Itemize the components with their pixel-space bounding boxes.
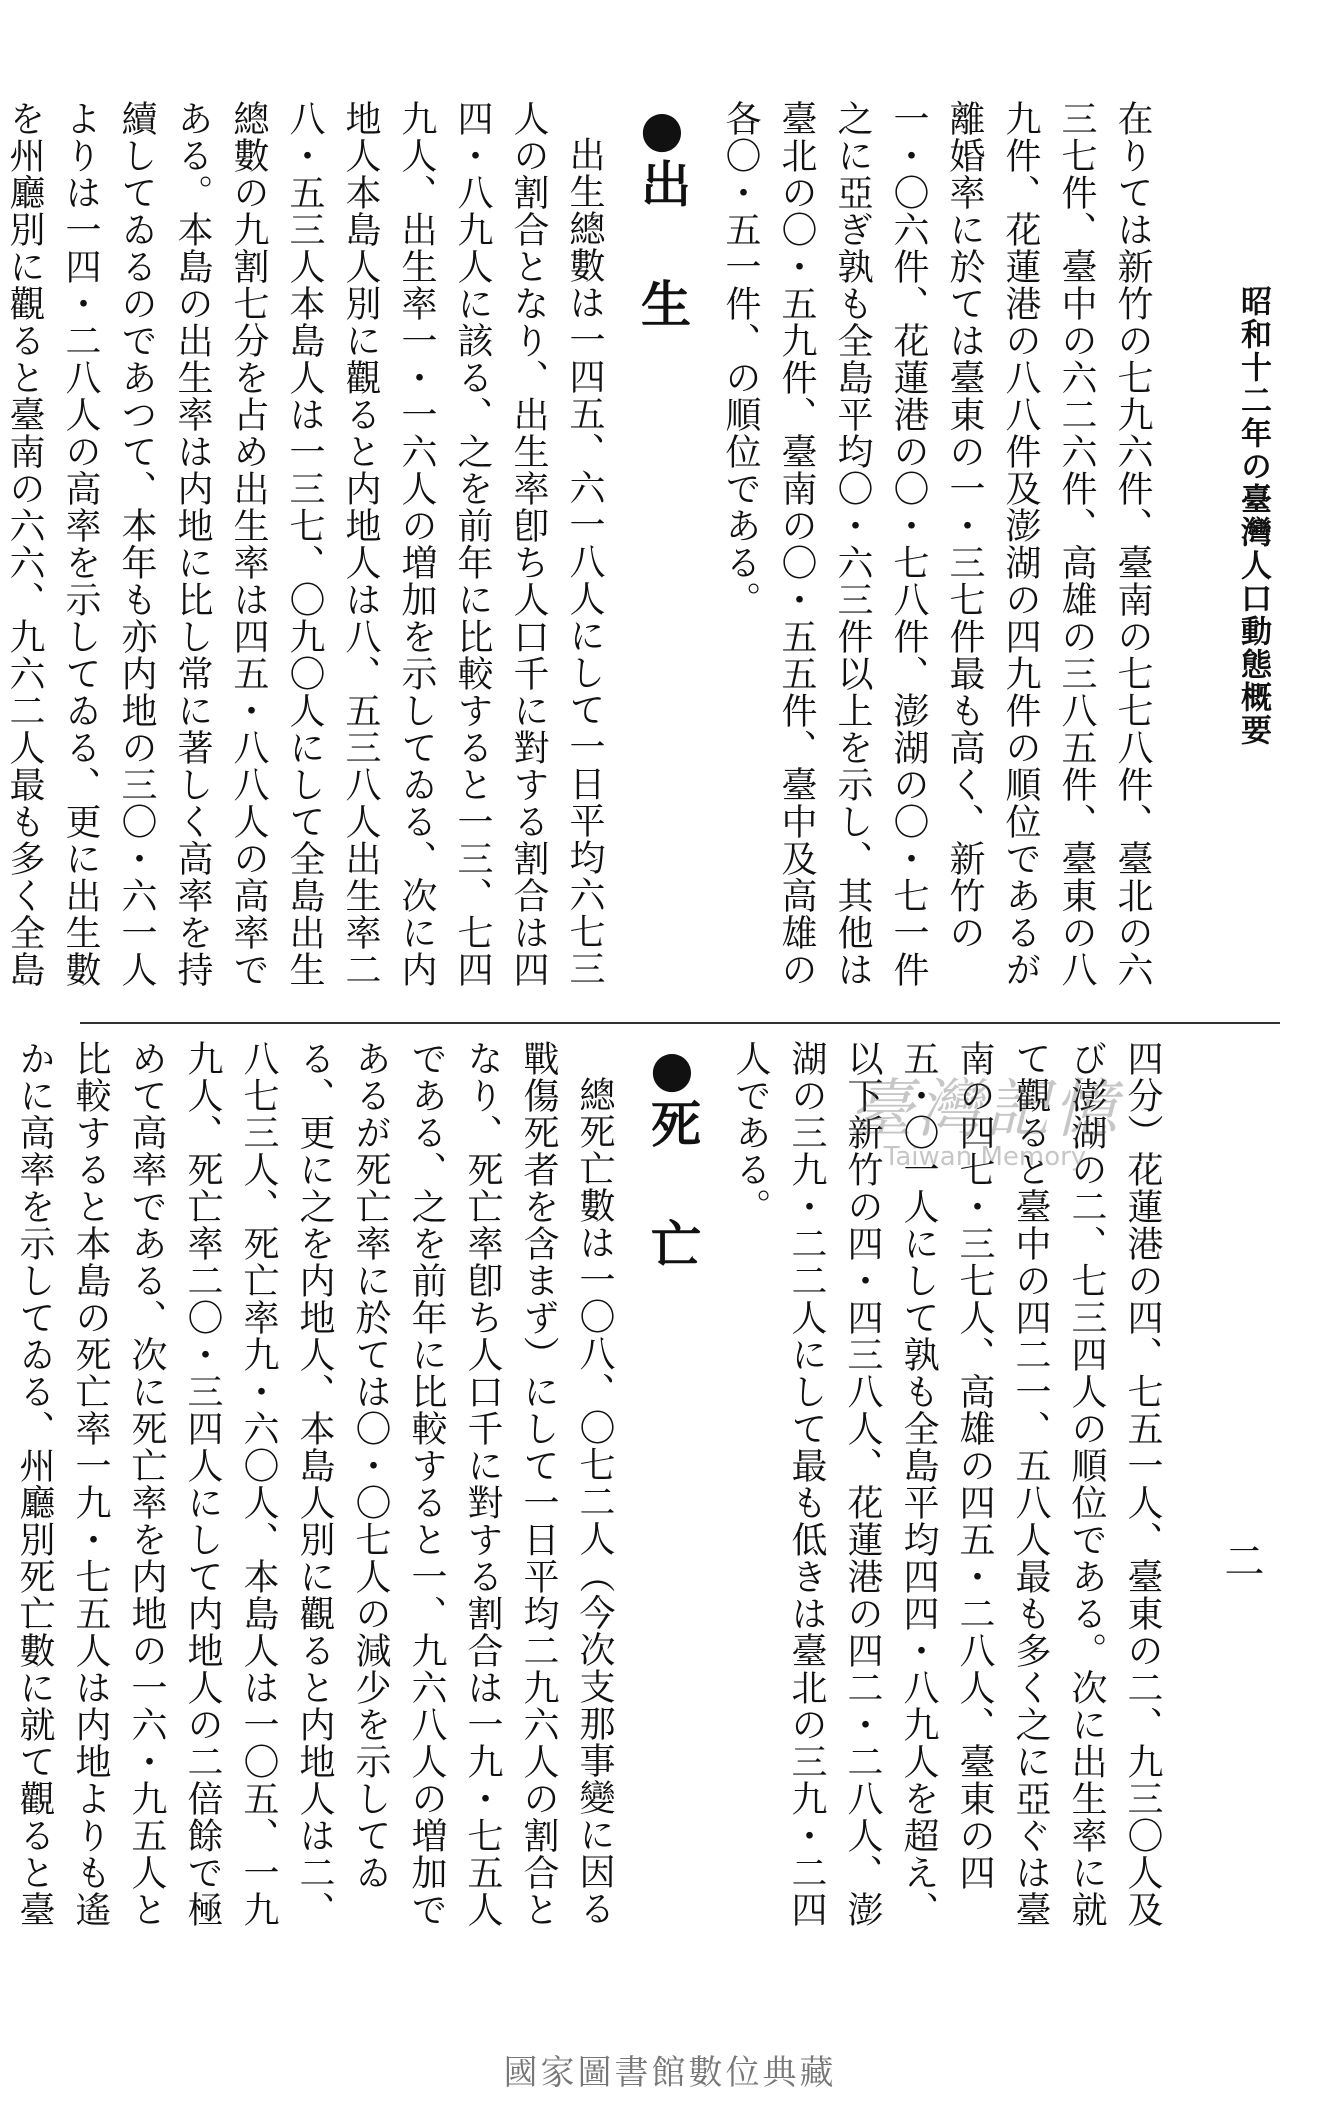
paragraph-birth-2: 四分）花蓮港の四、七五一人、臺東の二、九三〇人及び澎湖の二、七三四人の順位である。次に出生率に就て觀ると臺中の四二一、五八人最も多く之に亞ぐは臺南の四七・三七人、高雄の四五・二八人、臺東の四五・〇一人にして孰も全島平均四四・八九人を超え、以下新竹の四・四三八人、花蓮港の四二・二八人、澎湖の三九・二二人にして最も低きは臺北の三九・二四人である。: [730, 1040, 1163, 1928]
heading-death-label: 死 亡: [643, 1098, 701, 1278]
page-number: 二: [1218, 1540, 1264, 1580]
upper-text-block: [4, 100, 1160, 1000]
bullet-icon: ●: [643, 1040, 701, 1098]
running-head: 昭和十二年の臺灣人口動態概要: [1235, 285, 1271, 747]
section-divider: [80, 1022, 1280, 1024]
watermark-en: Taiwan Memory: [883, 1142, 1087, 1172]
paragraph-birth-1: 出生總數は一四五、六一八人にして一日平均六七三人の割合となり、出生率卽ち人口千に對する割合は四四・八九人に該る、之を前年に比較すると一三、七四九人、出生率一・一六人の増加を示してゐる、次に内地人本島人別に觀ると内地人は八、五三八人出生率二八・五三人本島人は一三七、〇九〇人にして全島出生總數の九割七分を占め出生率は四五・八八人の高率である。本島の出生率は内地に比し常に著しく高率を持續してゐるのであつて、本年も亦内地の三〇・六一人よりは一四・二八人の高率を示してゐる、更に出生數を州廳別に觀ると臺南の六六、九六二人最も多く全島: [4, 100, 605, 988]
watermark-cjk: 臺灣記憶: [849, 1073, 1121, 1147]
heading-birth-label: 出 生: [633, 158, 691, 338]
section-heading-birth: [634, 100, 690, 1000]
paragraph-divorce: 在りては新竹の七九六件、臺南の七七八件、臺北の六三七件、臺中の六二六件、高雄の三八五件、臺東の八九件、花蓮港の八八件及澎湖の四九件の順位であるが離婚率に於ては臺東の一・三七件最も高く、新竹の一・〇六件、花蓮港の〇・七八件、澎湖の〇・七一件之に亞ぎ孰も全島平均〇・六三件以上を示し、其他は臺北の〇・五九件、臺南の〇・五五件、臺中及高雄の各〇・五一件、の順位である。: [720, 100, 1153, 988]
section-heading-death: [644, 1040, 700, 1940]
lower-text-block: [14, 1040, 1170, 1940]
bullet-icon: ●: [633, 100, 691, 158]
paragraph-death: 總死亡數は一〇八、〇七二人（今次支那事變に因る戰傷死者を含まず）にして一日平均二九六人の割合となり、死亡率卽ち人口千に對する割合は一九・七五人である、之を前年に比較すると一、九六八人の増加であるが死亡率に於ては〇・〇七人の減少を示してゐる、更に之を内地人、本島人別に觀ると内地人は二、八七三人、死亡率九・六〇人、本島人は一〇五、一九九人、死亡率二〇・三四人にして内地人の二倍餘で極めて高率である、次に死亡率を内地の一六・九五人と比較すると本島の死亡率一九・七五人は内地よりも遙かに高率を示してゐる、州廳別死亡數に就て觀ると臺: [14, 1040, 615, 1928]
footer-credit: 國家圖書館數位典藏: [503, 2053, 837, 2093]
